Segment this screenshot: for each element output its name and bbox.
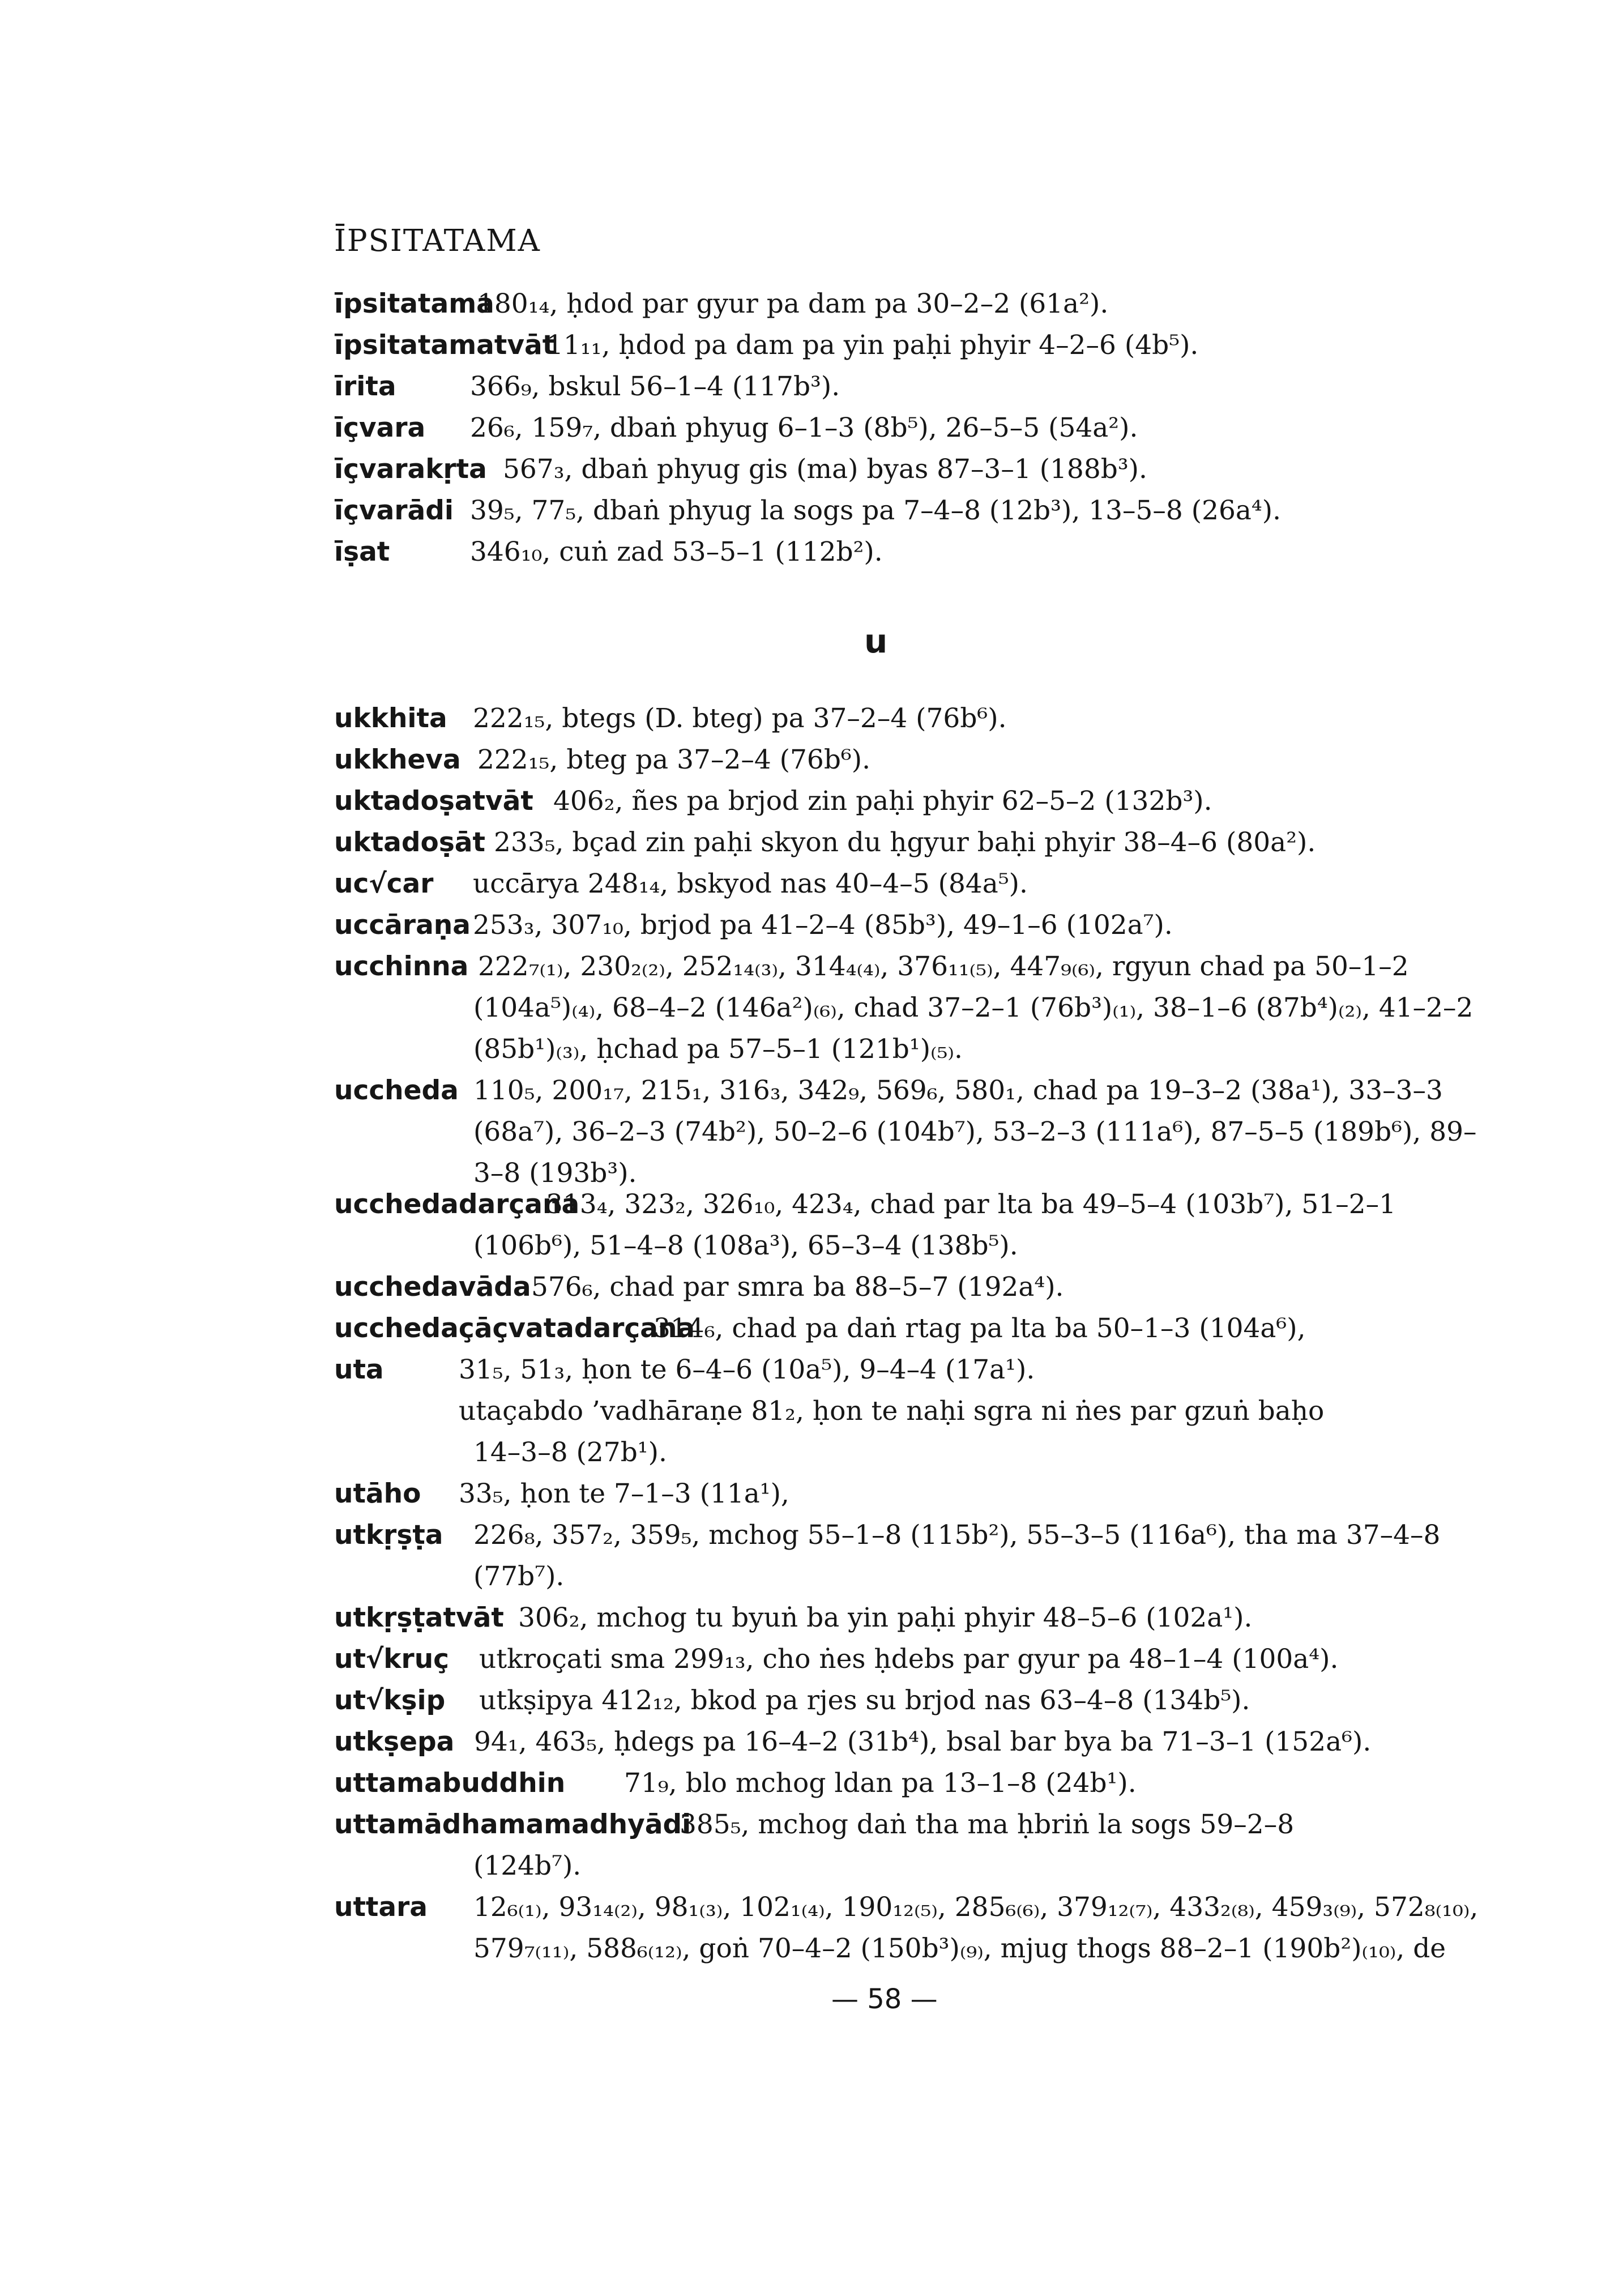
entry-text: 71₉, blo mchog ldan pa 13–1–8 (24b¹). bbox=[624, 1768, 1137, 1799]
entry bbox=[334, 1597, 1438, 1638]
entry-text: 233₅, bçad zin paḥi skyon du ḥgyur baḥi phyir 38–4–6 (80a²). bbox=[494, 827, 1316, 858]
entry bbox=[334, 490, 1438, 531]
headword: īçvarakṛta bbox=[334, 454, 487, 485]
entry-text: 567₃, dbaṅ phyug gis (ma) byas 87–3–1 (188b³). bbox=[503, 454, 1147, 485]
headword: uttamabuddhin bbox=[334, 1768, 566, 1799]
headword: īpsitatama bbox=[334, 288, 494, 319]
entry bbox=[334, 407, 1438, 449]
entry-text: 11₁₁, ḥdod pa dam pa yin paḥi phyir 4–2–6 (4b⁵). bbox=[546, 330, 1199, 361]
entry bbox=[334, 1680, 1438, 1721]
entry bbox=[334, 1473, 1438, 1514]
headword: uttamādhamamadhyādi bbox=[334, 1809, 691, 1840]
entry bbox=[334, 904, 1438, 946]
entry-continuation: (124b⁷). bbox=[473, 1850, 582, 1881]
entry-text: utkṣipya 412₁₂, bkod pa rjes su brjod nas 63–4–8 (134b⁵). bbox=[479, 1685, 1250, 1716]
headword: uccheda bbox=[334, 1075, 459, 1106]
entry-continuation: 3–8 (193b³). bbox=[473, 1158, 637, 1189]
headword: uktadoṣāt bbox=[334, 827, 485, 858]
entry bbox=[334, 283, 1438, 325]
entry bbox=[334, 1266, 1438, 1308]
headword: ut√kṣip bbox=[334, 1685, 446, 1716]
entry-text: 39₅, 77₅, dbaṅ phyug la sogs pa 7–4–8 (12b³), 13–5–8 (26a⁴). bbox=[470, 495, 1282, 526]
headword: īṣat bbox=[334, 536, 390, 567]
headword: ucchinna bbox=[334, 951, 469, 982]
entry-text: 12₆₍₁₎, 93₁₄₍₂₎, 98₁₍₃₎, 102₁₍₄₎, 190₁₂₍₅₎, 285₆₍₆₎, 379₁₂₍₇₎, 433₂₍₈₎, 459₃₍₉₎, 572₈₍₁₀₎, bbox=[473, 1892, 1479, 1923]
entry-text: 385₅, mchog daṅ tha ma ḥbriṅ la sogs 59–2–8 bbox=[680, 1809, 1295, 1840]
headword: īçvara bbox=[334, 412, 426, 443]
entry bbox=[334, 1349, 1438, 1390]
entry-continuation: (77b⁷). bbox=[473, 1561, 565, 1592]
entry-continuation: 14–3–8 (27b¹). bbox=[473, 1437, 667, 1468]
entry-text: 306₂, mchog tu byuṅ ba yin paḥi phyir 48–5–6 (102a¹). bbox=[518, 1602, 1253, 1633]
entry-continuation: (104a⁵)₍₄₎, 68–4–2 (146a²)₍₆₎, chad 37–2–1 (76b³)₍₁₎, 38–1–6 (87b⁴)₍₂₎, 41–2–2 bbox=[473, 992, 1473, 1023]
entry bbox=[334, 1804, 1438, 1845]
entry bbox=[334, 325, 1438, 366]
headword: uttara bbox=[334, 1892, 428, 1923]
entry-text: 346₁₀, cuṅ zad 53–5–1 (112b²). bbox=[470, 536, 883, 567]
entry-text: 110₅, 200₁₇, 215₁, 316₃, 342₉, 569₆, 580₁, chad pa 19–3–2 (38a¹), 33–3–3 bbox=[473, 1075, 1443, 1106]
headword: utkṛṣṭatvāt bbox=[334, 1602, 504, 1633]
entry-text: 180₁₄, ḥdod par gyur pa dam pa 30–2–2 (61a²). bbox=[477, 288, 1109, 319]
entry-text: 222₇₍₁₎, 230₂₍₂₎, 252₁₄₍₃₎, 314₄₍₄₎, 376₁₁₍₅₎, 447₉₍₆₎, rgyun chad pa 50–1–2 bbox=[478, 951, 1409, 982]
entry bbox=[334, 1070, 1443, 1111]
page-number: — 58 — bbox=[831, 1983, 938, 2015]
headword: ucchedaçāçvatadarçana bbox=[334, 1313, 695, 1344]
entry-text: 366₉, bskul 56–1–4 (117b³). bbox=[470, 371, 840, 402]
running-header: ĪPSITATAMA bbox=[334, 224, 541, 258]
entry bbox=[334, 739, 1438, 780]
headword: ucchedavāda bbox=[334, 1271, 531, 1303]
entry-text: utkroçati sma 299₁₃, cho ṅes ḥdebs par gyur pa 48–1–4 (100a⁴). bbox=[479, 1644, 1339, 1675]
headword: uc√car bbox=[334, 868, 434, 899]
entry bbox=[334, 1762, 1438, 1804]
entry-text: 314₆, chad pa daṅ rtag pa lta ba 50–1–3 (104a⁶), bbox=[654, 1313, 1306, 1344]
entry-text: 253₃, 307₁₀, brjod pa 41–2–4 (85b³), 49–1–6 (102a⁷). bbox=[473, 910, 1173, 941]
entry bbox=[334, 1308, 1438, 1349]
entry bbox=[334, 1514, 1441, 1556]
headword: ucchedadarçana bbox=[334, 1189, 580, 1220]
entry bbox=[334, 366, 1438, 407]
entry-continuation: utaçabdo ’vadhāraṇe 81₂, ḥon te naḥi sgra ni ṅes par gzuṅ baḥo bbox=[459, 1395, 1325, 1427]
entry-text: 26₆, 159₇, dbaṅ phyug 6–1–3 (8b⁵), 26–5–5 (54a²). bbox=[470, 412, 1138, 443]
headword: ukkhita bbox=[334, 703, 447, 734]
entry-continuation: (68a⁷), 36–2–3 (74b²), 50–2–6 (104b⁷), 53–2–3 (111a⁶), 87–5–5 (189b⁶), 89– bbox=[473, 1116, 1477, 1147]
entry bbox=[334, 1638, 1438, 1680]
entry-text: 222₁₅, bteg pa 37–2–4 (76b⁶). bbox=[477, 744, 871, 775]
entry-text: uccārya 248₁₄, bskyod nas 40–4–5 (84a⁵). bbox=[473, 868, 1028, 899]
headword: utāho bbox=[334, 1478, 421, 1509]
headword: īpsitatamatvāt bbox=[334, 330, 556, 361]
headword: ut√kruç bbox=[334, 1644, 450, 1675]
entry bbox=[334, 946, 1438, 987]
entry bbox=[334, 780, 1438, 822]
entry bbox=[334, 698, 1438, 739]
headword: utkṣepa bbox=[334, 1726, 455, 1757]
headword: īrita bbox=[334, 371, 396, 402]
entry bbox=[334, 1887, 1479, 1928]
entry-text: 226₈, 357₂, 359₅, mchog 55–1–8 (115b²), 55–3–5 (116a⁶), tha ma 37–4–8 bbox=[473, 1520, 1441, 1551]
entry bbox=[334, 531, 1438, 573]
headword: utkṛṣṭa bbox=[334, 1520, 443, 1551]
headword: uktadoṣatvāt bbox=[334, 786, 533, 817]
headword: ukkheva bbox=[334, 744, 461, 775]
entry-continuation: (85b¹)₍₃₎, ḥchad pa 57–5–1 (121b¹)₍₅₎. bbox=[473, 1034, 963, 1065]
headword: uta bbox=[334, 1354, 384, 1385]
entry-continuation: (106b⁶), 51–4–8 (108a³), 65–3–4 (138b⁵). bbox=[473, 1230, 1018, 1261]
headword: īçvarādi bbox=[334, 495, 454, 526]
entry-continuation: 579₇₍₁₁₎, 588₆₍₁₂₎, goṅ 70–4–2 (150b³)₍₉₎, mjug thogs 88–2–1 (190b²)₍₁₀₎, de bbox=[473, 1933, 1446, 1964]
entry-text: 406₂, ñes pa brjod zin paḥi phyir 62–5–2 (132b³). bbox=[553, 786, 1212, 817]
section-letter: u bbox=[864, 622, 888, 660]
entry-text: 222₁₅, btegs (D. bteg) pa 37–2–4 (76b⁶). bbox=[473, 703, 1007, 734]
entry-text: 313₄, 323₂, 326₁₀, 423₄, chad par lta ba 49–5–4 (103b⁷), 51–2–1 bbox=[546, 1189, 1396, 1220]
entry bbox=[334, 863, 1438, 904]
entry-text: 31₅, 51₃, ḥon te 6–4–6 (10a⁵), 9–4–4 (17a¹). bbox=[459, 1354, 1035, 1385]
entry-text: 94₁, 463₅, ḥdegs pa 16–4–2 (31b⁴), bsal bar bya ba 71–3–1 (152a⁶). bbox=[474, 1726, 1372, 1757]
entry bbox=[334, 822, 1438, 863]
entry-text: 33₅, ḥon te 7–1–3 (11a¹), bbox=[459, 1478, 789, 1509]
headword: uccāraṇa bbox=[334, 910, 471, 941]
entry bbox=[334, 1184, 1438, 1225]
entry bbox=[334, 449, 1438, 490]
entry bbox=[334, 1721, 1438, 1762]
entry-text: 576₆, chad par smra ba 88–5–7 (192a⁴). bbox=[531, 1271, 1064, 1303]
